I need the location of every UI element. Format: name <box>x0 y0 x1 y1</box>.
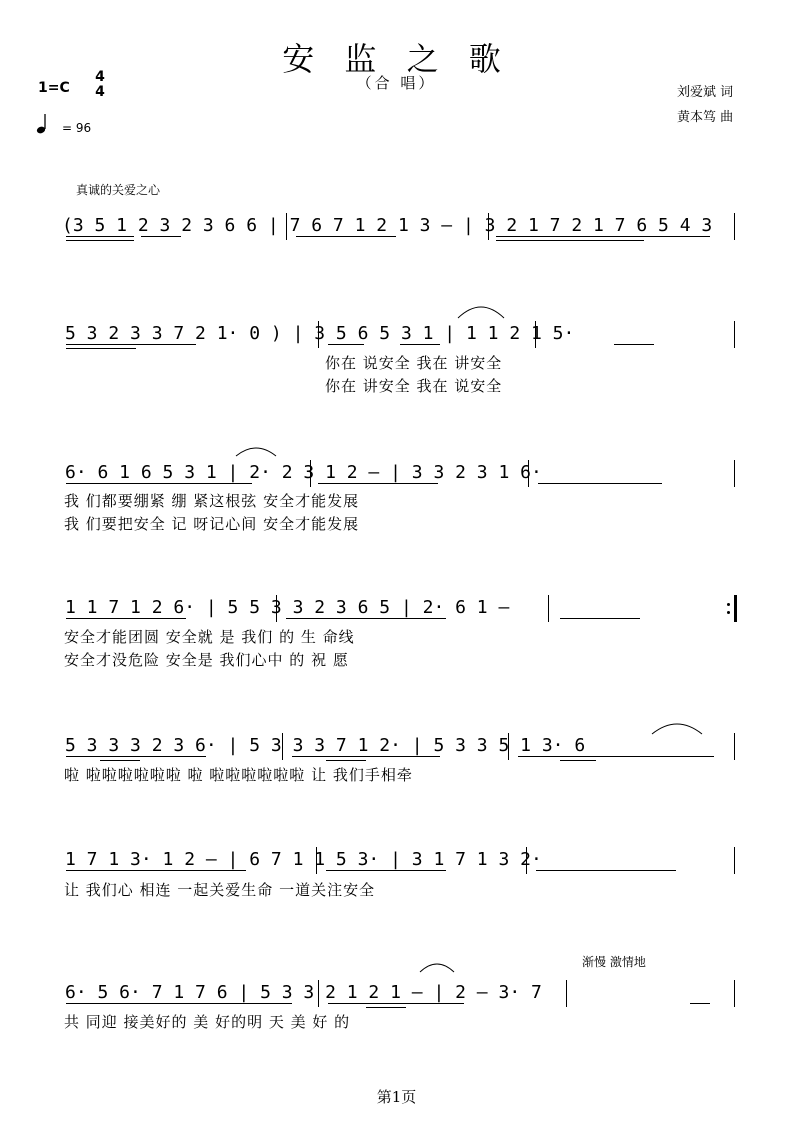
time-signature-top: 4 <box>95 69 105 85</box>
composer-credit: 黄本笃 曲 <box>677 110 734 125</box>
eighth-beam <box>560 618 640 619</box>
quarter-note-icon <box>36 113 48 139</box>
key-signature: 1=C <box>38 80 70 96</box>
page-number: 第1页 <box>376 1088 417 1106</box>
score-row-4-notes: 1 1 7 1 2 6· | 5 5 3 3 2 3 6 5 | 2· 6 1 – <box>65 597 510 618</box>
bar-line <box>316 847 317 874</box>
score-row-2-notes: 5 3 2 3 3 7 2 1· 0 ) | 3 5 6 5 3 1 | 1 1 2 1 5· <box>65 323 575 344</box>
eighth-beam <box>296 236 396 237</box>
eighth-beam <box>66 756 206 757</box>
song-title: 安 监 之 歌 <box>282 40 511 78</box>
expression-mark-intro: 真诚的关爱之心 <box>76 183 161 197</box>
eighth-beam <box>496 236 710 237</box>
score-row-2-lyrics-verse-1: 你在 说安全 我在 讲安全 <box>325 354 503 372</box>
eighth-beam <box>292 756 440 757</box>
bar-line <box>548 595 549 622</box>
repeat-dot <box>727 603 730 606</box>
bar-line <box>282 733 283 760</box>
sixteenth-beam <box>66 240 134 241</box>
bar-line <box>286 213 287 240</box>
score-row-1-notes: (3 5 1 2 3 2 3 6 6 | 7 6 7 1 2 1 3 – | 3 2 1 7 2 1 7 6 5 4 3 <box>62 215 713 236</box>
bar-line <box>734 321 735 348</box>
eighth-beam <box>66 483 252 484</box>
sixteenth-beam <box>366 1007 406 1008</box>
time-signature-bottom: 4 <box>95 84 105 100</box>
tie-mark <box>456 300 506 320</box>
tie-mark <box>418 956 456 974</box>
bar-line <box>734 847 735 874</box>
bar-line <box>566 980 567 1007</box>
score-row-7-lyrics: 共 同迎 接美好的 美 好的明 天 美 好 的 <box>64 1013 351 1031</box>
eighth-beam <box>318 483 438 484</box>
eighth-beam <box>66 344 196 345</box>
score-row-5-lyrics: 啦 啦啦啦啦啦啦 啦 啦啦啦啦啦啦 让 我们手相牵 <box>64 766 413 784</box>
eighth-beam <box>690 1003 710 1004</box>
eighth-beam <box>400 344 440 345</box>
bar-line <box>535 321 536 348</box>
bar-line <box>734 460 735 487</box>
bar-line <box>276 595 277 622</box>
score-row-4-lyrics-verse-2: 安全才没危险 安全是 我们心中 的 祝 愿 <box>64 651 349 669</box>
score-row-3-notes: 6· 6 1 6 5 3 1 | 2· 2 3 1 2 – | 3 3 2 3 1 6· <box>65 462 542 483</box>
score-row-7-notes: 6· 5 6· 7 1 7 6 | 5 3 3 2 1 2 1 – | 2 – 3· 7 <box>65 982 542 1003</box>
eighth-beam <box>66 1003 292 1004</box>
lyricist-credit: 刘爱斌 词 <box>677 85 734 100</box>
score-row-3-lyrics-verse-1: 我 们都要绷紧 绷 紧这根弦 安全才能发展 <box>64 492 360 510</box>
eighth-beam <box>66 236 134 237</box>
score-row-6-notes: 1 7 1 3· 1 2 – | 6 7 1 1 5 3· | 3 1 7 1 3 2· <box>65 849 542 870</box>
sixteenth-beam <box>326 760 366 761</box>
tie-mark <box>650 718 704 738</box>
eighth-beam <box>141 236 181 237</box>
eighth-beam <box>536 870 676 871</box>
score-row-4-lyrics-verse-1: 安全才能团圆 安全就 是 我们 的 生 命线 <box>64 628 355 646</box>
score-row-3-lyrics-verse-2: 我 们要把安全 记 呀记心间 安全才能发展 <box>64 515 360 533</box>
repeat-dot <box>727 611 730 614</box>
eighth-beam <box>518 756 714 757</box>
sixteenth-beam <box>496 240 644 241</box>
eighth-beam <box>538 483 662 484</box>
bar-line <box>508 733 509 760</box>
score-row-2-lyrics-verse-2: 你在 讲安全 我在 说安全 <box>325 377 503 395</box>
repeat-end-bar <box>734 595 737 622</box>
score-row-5-notes: 5 3 3 3 2 3 6· | 5 3 3 3 7 1 2· | 5 3 3 5 1 3· 6 <box>65 735 586 756</box>
bar-line <box>734 980 735 1007</box>
sixteenth-beam <box>560 760 596 761</box>
bar-line <box>528 460 529 487</box>
eighth-beam <box>328 1003 464 1004</box>
bar-line <box>734 733 735 760</box>
eighth-beam <box>328 344 364 345</box>
expression-mark-ending: 渐慢 激情地 <box>582 955 646 969</box>
bar-line <box>734 213 735 240</box>
bar-line <box>318 321 319 348</box>
bar-line <box>310 460 311 487</box>
eighth-beam <box>326 870 446 871</box>
sixteenth-beam <box>100 760 140 761</box>
bar-line <box>526 847 527 874</box>
tempo-marking: = 96 <box>62 121 92 135</box>
eighth-beam <box>66 618 186 619</box>
tie-mark <box>234 442 278 460</box>
bar-line <box>318 980 319 1007</box>
eighth-beam <box>286 618 446 619</box>
time-signature <box>92 70 108 100</box>
sixteenth-beam <box>66 348 136 349</box>
bar-line <box>488 213 489 240</box>
score-row-6-lyrics: 让 我们心 相连 一起关爱生命 一道关注安全 <box>64 881 376 899</box>
song-subtitle: （合 唱） <box>356 74 437 92</box>
eighth-beam <box>66 870 246 871</box>
eighth-beam <box>614 344 654 345</box>
